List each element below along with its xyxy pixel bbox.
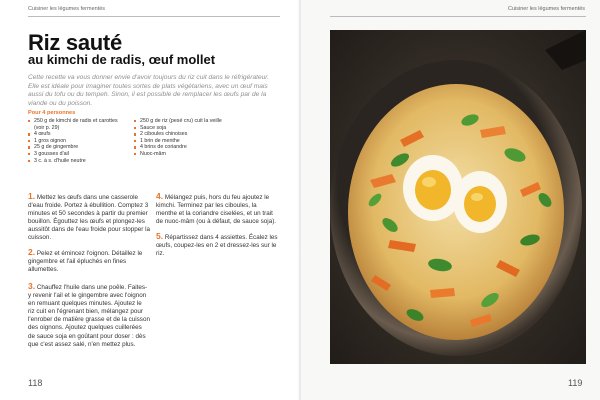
- ingredient-item: 1 gros oignon: [28, 138, 118, 145]
- running-head-left: Cuisiner les légumes fermentés: [28, 6, 106, 12]
- recipe-intro: Cette recette va vous donner envie d'avoir toujours du riz cuit dans le réfrigérateur. Elle est idéale pour imaginer toutes sortes de plats végétariens, avec un œuf mais aussi du tofu ou du tempeh. Sinon, il est possible de remplacer les œufs par de la viande ou du poisson.: [28, 74, 270, 107]
- ingredients-list-2: [134, 118, 224, 158]
- fried-rice-photo: [330, 30, 586, 364]
- book-gutter: [298, 0, 302, 400]
- step-number: 1.: [28, 191, 36, 201]
- ingredient-item: 2 ciboules chinoises: [134, 131, 224, 138]
- ingredient-item: Nuoc-mâm: [134, 151, 224, 158]
- running-head-right: Cuisiner les légumes fermentés: [508, 6, 586, 12]
- step-text: Répartissez dans 4 assiettes. Écalez les œufs, coupez-les en 2 et dressez-les sur le riz.: [156, 234, 278, 258]
- ingredient-item: 3 c. à s. d'huile neutre: [28, 158, 118, 165]
- header-rule-left: [28, 16, 280, 17]
- step-text: Mettez les œufs dans une casserole d'eau froide. Portez à ébullition. Comptez 3 minutes et 50 secondes à partir du premier bouillon. Égouttez les œufs et plongez-les aussitôt dans de l'eau froide pour stopper la cuisson.: [28, 194, 150, 242]
- ingredient-item: Sauce soja: [134, 125, 224, 132]
- ingredients-list-1: [28, 118, 118, 164]
- ingredient-item: 250 g de kimchi de radis et carottes (voir p. 29): [28, 118, 118, 131]
- ingredient-item: 1 brin de menthe: [134, 138, 224, 145]
- step-4: [156, 192, 278, 226]
- step-3: [28, 282, 150, 349]
- step-2: [28, 248, 150, 274]
- recipe-subtitle: au kimchi de radis, œuf mollet: [28, 52, 216, 67]
- step-text: Pelez et émincez l'oignon. Détaillez le gingembre et l'ail épluchés en fines allumettes.: [28, 250, 143, 274]
- step-text: Mélangez puis, hors du feu ajoutez le kimchi. Terminez par les ciboules, la menthe et la coriandre ciselées, et un trait de nuoc-mâm (ou à défaut, de sauce soja).: [156, 194, 277, 226]
- page-number-left: 118: [28, 378, 43, 388]
- header-rule-right: [330, 16, 586, 17]
- step-number: 2.: [28, 247, 36, 257]
- step-number: 4.: [156, 191, 164, 201]
- step-number: 3.: [28, 281, 36, 291]
- page-number-right: 119: [568, 378, 583, 388]
- recipe-title: Riz sauté: [28, 30, 122, 55]
- step-number: 5.: [156, 231, 164, 241]
- step-1: [28, 192, 150, 243]
- ingredient-item: 4 œufs: [28, 131, 118, 138]
- ingredients-heading: Pour 4 personnes: [28, 110, 76, 116]
- step-5: [156, 232, 278, 258]
- ingredient-item: 250 g de riz (pesé cru) cuit la veille: [134, 118, 224, 125]
- step-text: Chauffez l'huile dans une poêle. Faites-y revenir l'ail et le gingembre avec l'oignon en remuant quelques minutes. Ajoutez le riz cuit en l'égrenant bien, mélangez pour l'enrober de matière grasse et de la cuisson des oignons. Ajoutez quelques cuillerées de sauce soja en goûtant pour doser : dès que c'est assez salé, n'en mettez plus.: [28, 284, 150, 348]
- ingredient-item: 4 brins de coriandre: [134, 144, 224, 151]
- ingredient-item: 3 gousses d'ail: [28, 151, 118, 158]
- ingredient-item: 25 g de gingembre: [28, 144, 118, 151]
